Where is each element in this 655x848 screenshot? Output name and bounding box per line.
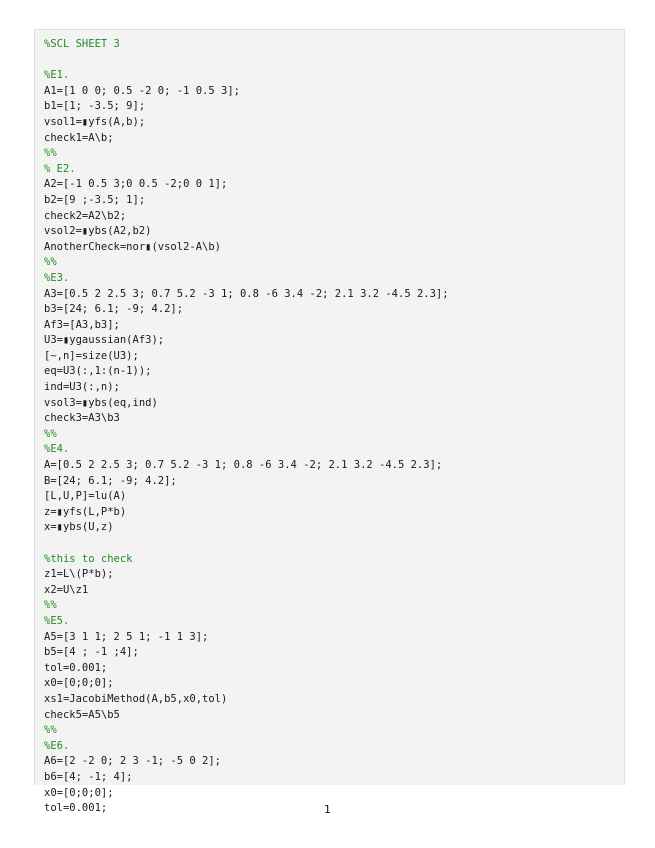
code-comment-line: %E1. [44,69,70,82]
code-line: A6=[2 -2 0; 2 3 -1; -5 0 2]; [44,755,222,768]
code-comment-line: %% [44,147,57,160]
code-line: b5=[4 ; -1 ;4]; [44,646,139,659]
code-line: check1=A\b; [44,131,114,144]
code-line: tol=0.001; [44,661,108,674]
code-line: x0=[0;0;0]; [44,677,114,690]
code-line: Af3=[A3,b3]; [44,318,120,331]
code-line: z=▮yfs(L,P*b) [44,505,127,518]
code-line: vsol3=▮ybs(eq,ind) [44,396,158,409]
code-comment-line: %E4. [44,443,70,456]
code-line: A3=[0.5 2 2.5 3; 0.7 5.2 -3 1; 0.8 -6 3.4 -2; 2.1 3.2 -4.5 2.3]; [44,287,449,300]
page-number: 1 [324,803,331,816]
code-comment-line: %% [44,256,57,269]
code-comment-line: %SCL SHEET 3 [44,38,120,50]
code-line: xs1=JacobiMethod(A,b5,x0,tol) [44,692,228,705]
code-line: b1=[1; -3.5; 9]; [44,100,146,113]
code-comment-line: %E6. [44,739,70,752]
code-line: A=[0.5 2 2.5 3; 0.7 5.2 -3 1; 0.8 -6 3.4 -2; 2.1 3.2 -4.5 2.3]; [44,459,443,472]
code-line: A1=[1 0 0; 0.5 -2 0; -1 0.5 3]; [44,84,240,97]
code-line: U3=▮ygaussian(Af3); [44,334,165,347]
code-line: x0=[0;0;0]; [44,786,114,799]
code-comment-line: %% [44,427,57,440]
code-line: x2=U\z1 [44,583,89,596]
code-listing-panel [34,29,625,815]
code-line: vsol1=▮yfs(A,b); [44,115,146,128]
code-line: vsol2=▮ybs(A2,b2) [44,225,152,238]
code-line: A2=[-1 0.5 3;0 0.5 -2;0 0 1]; [44,178,228,191]
code-line: A5=[3 1 1; 2 5 1; -1 1 3]; [44,630,209,643]
code-line: B=[24; 6.1; -9; 4.2]; [44,474,177,487]
code-line: x=▮ybs(U,z) [44,521,114,534]
code-line: b2=[9 ;-3.5; 1]; [44,193,146,206]
code-line: AnotherCheck=nor▮(vsol2-A\b) [44,240,222,253]
code-line: check5=A5\b5 [44,708,120,721]
code-comment-line: %E5. [44,614,70,627]
code-comment-line: % E2. [44,162,76,175]
code-line: tol=0.001; [44,802,108,815]
code-line: check3=A3\b3 [44,412,120,425]
code-line: ind=U3(:,n); [44,381,120,394]
code-line: b6=[4; -1; 4]; [44,770,133,783]
code-line: z1=L\(P*b); [44,568,114,581]
code-comment-line: %% [44,599,57,612]
code-lines [44,37,449,817]
code-line: b3=[24; 6.1; -9; 4.2]; [44,303,184,316]
code-line: [~,n]=size(U3); [44,349,139,362]
code-blank-line [44,536,449,552]
code-comment-line: %% [44,724,57,737]
code-line: check2=A2\b2; [44,209,127,222]
code-line: eq=U3(:,1:(n-1)); [44,365,152,378]
code-line: [L,U,P]=lu(A) [44,490,127,503]
code-comment-line: %E3. [44,271,70,284]
code-comment-line: %this to check [44,552,133,565]
code-blank-line [44,53,449,69]
